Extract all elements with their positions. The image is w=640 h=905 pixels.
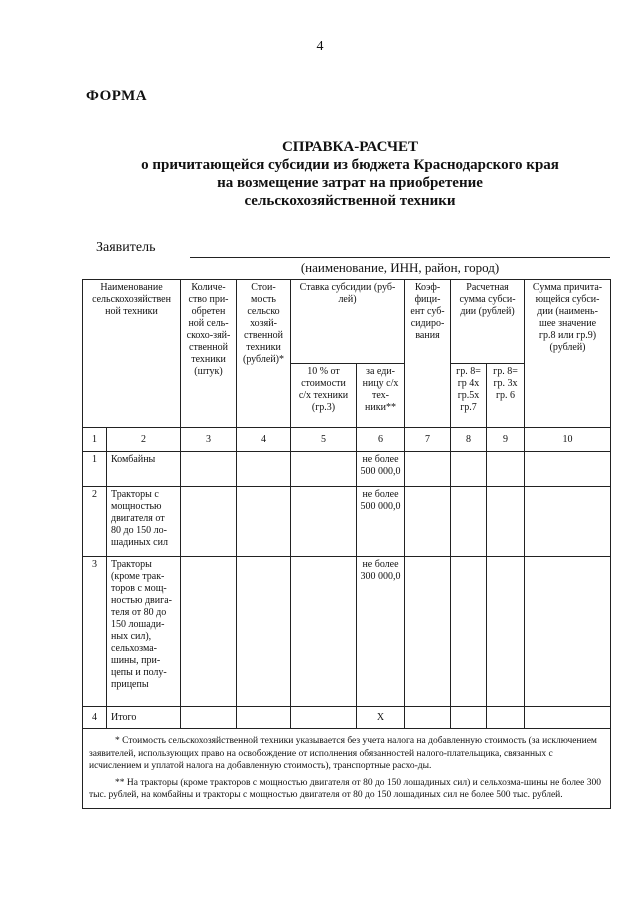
cell-coef[interactable] [405, 557, 451, 707]
cell-text-line: Тракторы с [111, 489, 159, 500]
cell-text-line: Количе- [191, 282, 226, 293]
cell-due[interactable] [525, 557, 611, 707]
cell-text-line: тех- [372, 390, 390, 401]
cell-due[interactable] [525, 707, 611, 729]
cell-due[interactable] [525, 452, 611, 487]
cell-text-line: сельскохозяйствен [92, 294, 171, 305]
cell-cost[interactable] [237, 707, 291, 729]
col-number: 7 [405, 428, 451, 452]
header-calc-a [451, 364, 487, 428]
cell-text-line: ной сель- [188, 318, 229, 329]
cell-text-line: теля от 80 до [111, 607, 167, 618]
cell-text-line: обретен [191, 306, 226, 317]
cell-text-line: 500 000,0 [360, 501, 401, 512]
row-name [107, 557, 181, 707]
cell-text-line: гр 4х [457, 378, 480, 389]
cell-calc-b[interactable] [487, 487, 525, 557]
col-number: 1 [83, 428, 107, 452]
row-number: 2 [83, 487, 107, 557]
footnote-2: ** На тракторы (кроме тракторов с мощностью двигателя от 80 до 150 лошадиных сил) и сельхозма-шины не более 300 тыс. рублей, на комбайны и тракторы с мощностью двигателя от 80 до 150 лошадиных сил не более 500 тыс. рублей. [89, 777, 601, 800]
col-number: 8 [451, 428, 487, 452]
cell-text-line: Коэф- [414, 282, 441, 293]
cell-quantity[interactable] [181, 707, 237, 729]
cell-text-line: сидиро- [410, 318, 445, 329]
cell-text-line: (штук) [194, 366, 223, 377]
cell-calc-b[interactable] [487, 557, 525, 707]
cell-calc-a[interactable] [451, 557, 487, 707]
header-rate-percent [291, 364, 357, 428]
cell-text-line: цепы и полу- [111, 667, 167, 678]
title-line-1: СПРАВКА-РАСЧЕТ [281, 139, 419, 155]
title-line-2: о причитающейся субсидии из бюджета Краснодарского края [141, 157, 559, 173]
cell-text-line: ент суб- [410, 306, 445, 317]
title-line-4: сельскохозяйственной техники [244, 193, 456, 209]
cell-text-line: мощностью [111, 501, 162, 512]
header-rate [291, 280, 405, 364]
cell-text-line: ной техники [105, 306, 158, 317]
cell-text-line: Стои- [251, 282, 276, 293]
cell-text-line: (гр.3) [311, 402, 336, 413]
row-number: 4 [83, 707, 107, 729]
cell-calc-b[interactable] [487, 707, 525, 729]
cell-rate-percent[interactable] [291, 557, 357, 707]
cell-text-line: 80 до 150 ло- [111, 525, 167, 536]
col-number: 2 [107, 428, 181, 452]
applicant-label: Заявитель [96, 240, 156, 255]
header-quantity [181, 280, 237, 428]
col-number: 3 [181, 428, 237, 452]
cell-text-line: Ставка субсидии (руб- [299, 282, 396, 293]
footnote-1: * Стоимость сельскохозяйственной техники указывается без учета налога на добавленную стоимость (за исключением заявителей, использующих право на освобождение от исполнения обязанностей налого-плательщика, связанных с исчислением и уплатой налога на добавленную стоимость), транспортные расхо-ды. [89, 736, 597, 771]
title-line-3: на возмещение затрат на приобретение [217, 175, 483, 191]
cell-rate-unit [357, 487, 405, 557]
cell-text-line: Итого [111, 711, 137, 723]
cell-text-line: (рублей)* [242, 354, 284, 365]
cell-rate-unit [357, 452, 405, 487]
applicant-hint: (наименование, ИНН, район, город) [300, 260, 500, 275]
total-row [83, 707, 611, 729]
table-row [83, 557, 611, 707]
header-cost [237, 280, 291, 428]
cell-text-line: мость [251, 294, 276, 305]
row-name [107, 487, 181, 557]
cell-coef[interactable] [405, 707, 451, 729]
cell-text-line: техники [191, 354, 226, 365]
cell-text-line: гр.8 или гр.9) [538, 330, 597, 341]
cell-text-line: вания [415, 330, 440, 341]
header-coef [405, 280, 451, 428]
cell-text-line: фици- [414, 294, 441, 305]
cell-text-line: сельхозма- [111, 643, 158, 654]
cell-text-line: шины, при- [111, 655, 161, 666]
header-due [525, 280, 611, 428]
cell-rate-unit [357, 707, 405, 729]
cell-calc-b[interactable] [487, 452, 525, 487]
cell-text-line: не более [362, 559, 399, 570]
col-number: 9 [487, 428, 525, 452]
cell-text-line: гр.5х [457, 390, 480, 401]
page-number: 4 [316, 39, 324, 54]
cell-rate-percent[interactable] [291, 487, 357, 557]
cell-rate-percent[interactable] [291, 707, 357, 729]
row-number: 3 [83, 557, 107, 707]
cell-text-line: шее значение [539, 318, 597, 329]
cell-text-line: ники** [365, 402, 396, 413]
column-numbers-row [83, 428, 611, 452]
cell-text-line: хозяй- [250, 318, 277, 329]
cell-text-line: сельско [247, 306, 280, 317]
header-calc [451, 280, 525, 364]
cell-text-line: техники [246, 342, 281, 353]
cell-text-line: ство при- [188, 294, 229, 305]
cell-text-line: Наименование [100, 282, 163, 293]
col-number: 6 [357, 428, 405, 452]
cell-quantity[interactable] [181, 452, 237, 487]
cell-text-line: гр. 3х [493, 378, 518, 389]
cell-text-line: за еди- [366, 366, 395, 377]
cell-cost[interactable] [237, 557, 291, 707]
cell-text-line: Х [376, 711, 385, 723]
table-row [83, 487, 611, 557]
cell-cost[interactable] [237, 452, 291, 487]
row-name [107, 707, 181, 729]
col-number: 10 [525, 428, 611, 452]
cell-text-line: стоимости [301, 378, 346, 389]
cell-coef[interactable] [405, 452, 451, 487]
cell-text-line: Сумма причита- [532, 282, 603, 293]
cell-due[interactable] [525, 487, 611, 557]
cell-text-line: ницу с/х [362, 378, 399, 389]
cell-text-line: скохо-зяй- [186, 330, 231, 341]
cell-text-line: гр. 8= [493, 366, 518, 377]
cell-text-line: не более [362, 454, 399, 465]
header-calc-b [487, 364, 525, 428]
cell-text-line: гр.7 [460, 402, 477, 413]
cell-text-line: не более [362, 489, 399, 500]
cell-text-line: (кроме трак- [111, 571, 165, 582]
notes-row [83, 729, 611, 809]
cell-calc-a[interactable] [451, 487, 487, 557]
form-label: ФОРМА [86, 88, 148, 104]
cell-text-line: Тракторы [111, 559, 152, 570]
cell-text-line: торов с мощ- [111, 583, 167, 594]
cell-rate-unit [357, 557, 405, 707]
cell-text-line: 500 000,0 [360, 466, 401, 477]
cell-calc-a[interactable] [451, 707, 487, 729]
document-title [120, 138, 580, 210]
col-number: 5 [291, 428, 357, 452]
cell-text-line: Комбайны [111, 454, 156, 465]
header-rate-unit [357, 364, 405, 428]
applicant-input-line[interactable] [190, 257, 610, 258]
cell-text-line: ющейся субси- [535, 294, 600, 305]
cell-text-line: сумма субси- [459, 294, 516, 305]
cell-text-line: 300 000,0 [360, 571, 401, 582]
row-name [107, 452, 181, 487]
cell-text-line: 150 лошади- [111, 619, 165, 630]
cell-text-line: ственной [244, 330, 283, 341]
cell-text-line: 10 % от [307, 366, 340, 377]
cell-text-line: прицепы [111, 679, 149, 690]
table-row [83, 452, 611, 487]
cell-quantity[interactable] [181, 487, 237, 557]
header-name [83, 280, 181, 428]
col-number: 4 [237, 428, 291, 452]
footnotes [83, 729, 611, 809]
cell-text-line: Расчетная [466, 282, 509, 293]
row-number: 1 [83, 452, 107, 487]
cell-calc-a[interactable] [451, 452, 487, 487]
cell-text-line: ственной [189, 342, 228, 353]
cell-text-line: ностью двига- [111, 595, 172, 606]
cell-text-line: с/х техники [298, 390, 349, 401]
cell-text-line: ных сил), [111, 631, 152, 642]
cell-cost[interactable] [237, 487, 291, 557]
cell-text-line: гр. 8= [456, 366, 481, 377]
cell-text-line: дии (наимень- [537, 306, 598, 317]
cell-text-line: двигателя от [111, 513, 165, 524]
subsidy-table [82, 279, 611, 809]
cell-coef[interactable] [405, 487, 451, 557]
cell-text-line: шадиных сил [111, 537, 168, 548]
cell-text-line: лей) [338, 294, 357, 305]
cell-rate-percent[interactable] [291, 452, 357, 487]
cell-text-line: (рублей) [549, 342, 586, 353]
cell-text-line: дии (рублей) [460, 306, 515, 317]
cell-text-line: гр. 6 [495, 390, 516, 401]
cell-quantity[interactable] [181, 557, 237, 707]
